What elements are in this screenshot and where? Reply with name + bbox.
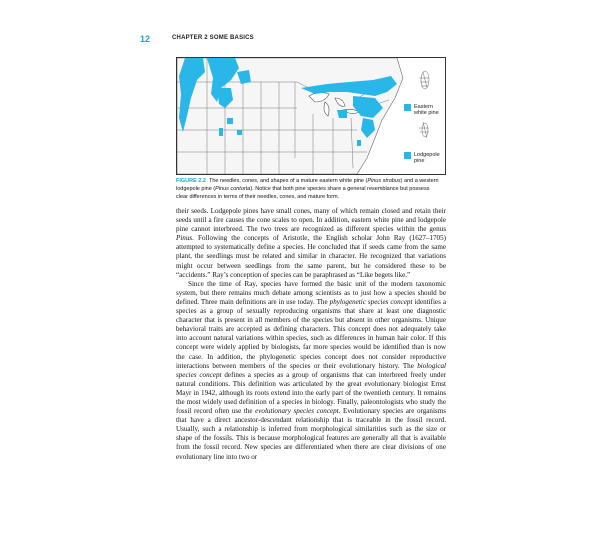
p1-genus-name: Pinus bbox=[176, 234, 193, 243]
p2-term-evolutionary: evolutionary species concept bbox=[255, 407, 339, 416]
legend-lodgepole-line1: Lodgepole bbox=[414, 152, 440, 158]
legend-lodgepole-pine bbox=[414, 152, 440, 164]
p2-term-biological: biological species concept bbox=[176, 361, 446, 379]
running-head: CHAPTER 2 SOME BASICS bbox=[172, 35, 254, 41]
caption-species-1: Pinus strobus bbox=[367, 178, 401, 184]
body-text bbox=[176, 207, 446, 462]
legend-eastern-line2: white pine bbox=[414, 110, 439, 116]
caption-text-1: The needles, cones, and shapes of a mature eastern white pine ( bbox=[208, 178, 368, 184]
p2-term-phylogenetic: phylogenetic species concept bbox=[329, 297, 413, 306]
eastern-white-pine-swatch bbox=[404, 104, 411, 111]
page-number: 12 bbox=[140, 34, 151, 44]
caption-species-2: Pinus contorta bbox=[215, 186, 251, 193]
legend-eastern-white-pine bbox=[414, 104, 439, 116]
range-map-figure bbox=[176, 57, 446, 175]
p1-text-b: . Following the concepts of Aristotle, the English scholar John Ray (1627–1705) attempted to systematically define a species. He concluded that if seeds came from the same plant, the seedlings must be related and similar in character. He recognized that variations might occur between seedlings from the same parent, but he considered these to be “accidents.” Ray’s conception of species can be paraphrased as “Like begets like.” bbox=[176, 234, 446, 279]
caption-text-3: ). Notice that both pine species share a general resemblance but possess clear differences in terms of their needles, cones, and mature form. bbox=[176, 186, 430, 201]
p2-text-a: Since the time of Ray, species have formed the basic unit of the modern taxonomic system, but there remains much debate among scientists as to just how a species should be defined. Three main definitions are in use today. The bbox=[176, 279, 446, 306]
caption-text-2: ) and a western lodgepole pine ( bbox=[176, 178, 439, 193]
figure-label: FIGURE 2.2 bbox=[176, 178, 206, 184]
paragraph-2 bbox=[176, 280, 446, 462]
p1-text-a: their seeds. Lodgepole pines have small cones, many of which remain closed and retain their seeds until a fire causes the cone scales to open. In addition, eastern white pine and lodgepole pine cannot interbreed. The two trees are recognized as different species within the genus bbox=[176, 207, 446, 234]
p2-text-c: defines a species as a group of organisms that can interbreed freely under natural conditions. This definition was articulated by the great evolutionary biologist Ernst Mayr in 1942, although its roots extend into the early part of the twentieth century. It remains the most widely used definition of a species in biology. Finally, paleontologists who study the fossil record often use the bbox=[176, 370, 446, 416]
legend-eastern-line1: Eastern bbox=[414, 104, 433, 110]
north-america-map bbox=[177, 58, 445, 174]
lodgepole-pine-swatch bbox=[404, 152, 411, 159]
p2-text-b: identifies a species as a group of sexually reproducing organisms that share at least one diagnostic character that is present in all members of the species but absent in other organisms. Unique behavioral traits are accepted as defining characters. This concept does not adequately take into account natural variations within species, such as differences in human hair color. If this concept were widely applied by biologists, far more species would be identified than is now the case. In addition, the phylogenetic species concept does not consider reproductive interactions between members of the species or their evolutionary history. The bbox=[176, 297, 446, 370]
page-header bbox=[140, 34, 440, 46]
figure-caption bbox=[176, 177, 442, 202]
legend-lodgepole-line2: pine bbox=[414, 158, 425, 164]
paragraph-1 bbox=[176, 207, 446, 280]
p2-text-d: . Evolutionary species are organisms that have a direct ancestor-descendant relationship that is traceable in the fossil record. Usually, such a relationship is inferred from morphological similarities such as the size or shape of the fossils. This is because morphological features are generally all that is available from the fossil record. New species are differentiated when there are clear divisions of one evolutionary line into two or bbox=[176, 407, 446, 461]
